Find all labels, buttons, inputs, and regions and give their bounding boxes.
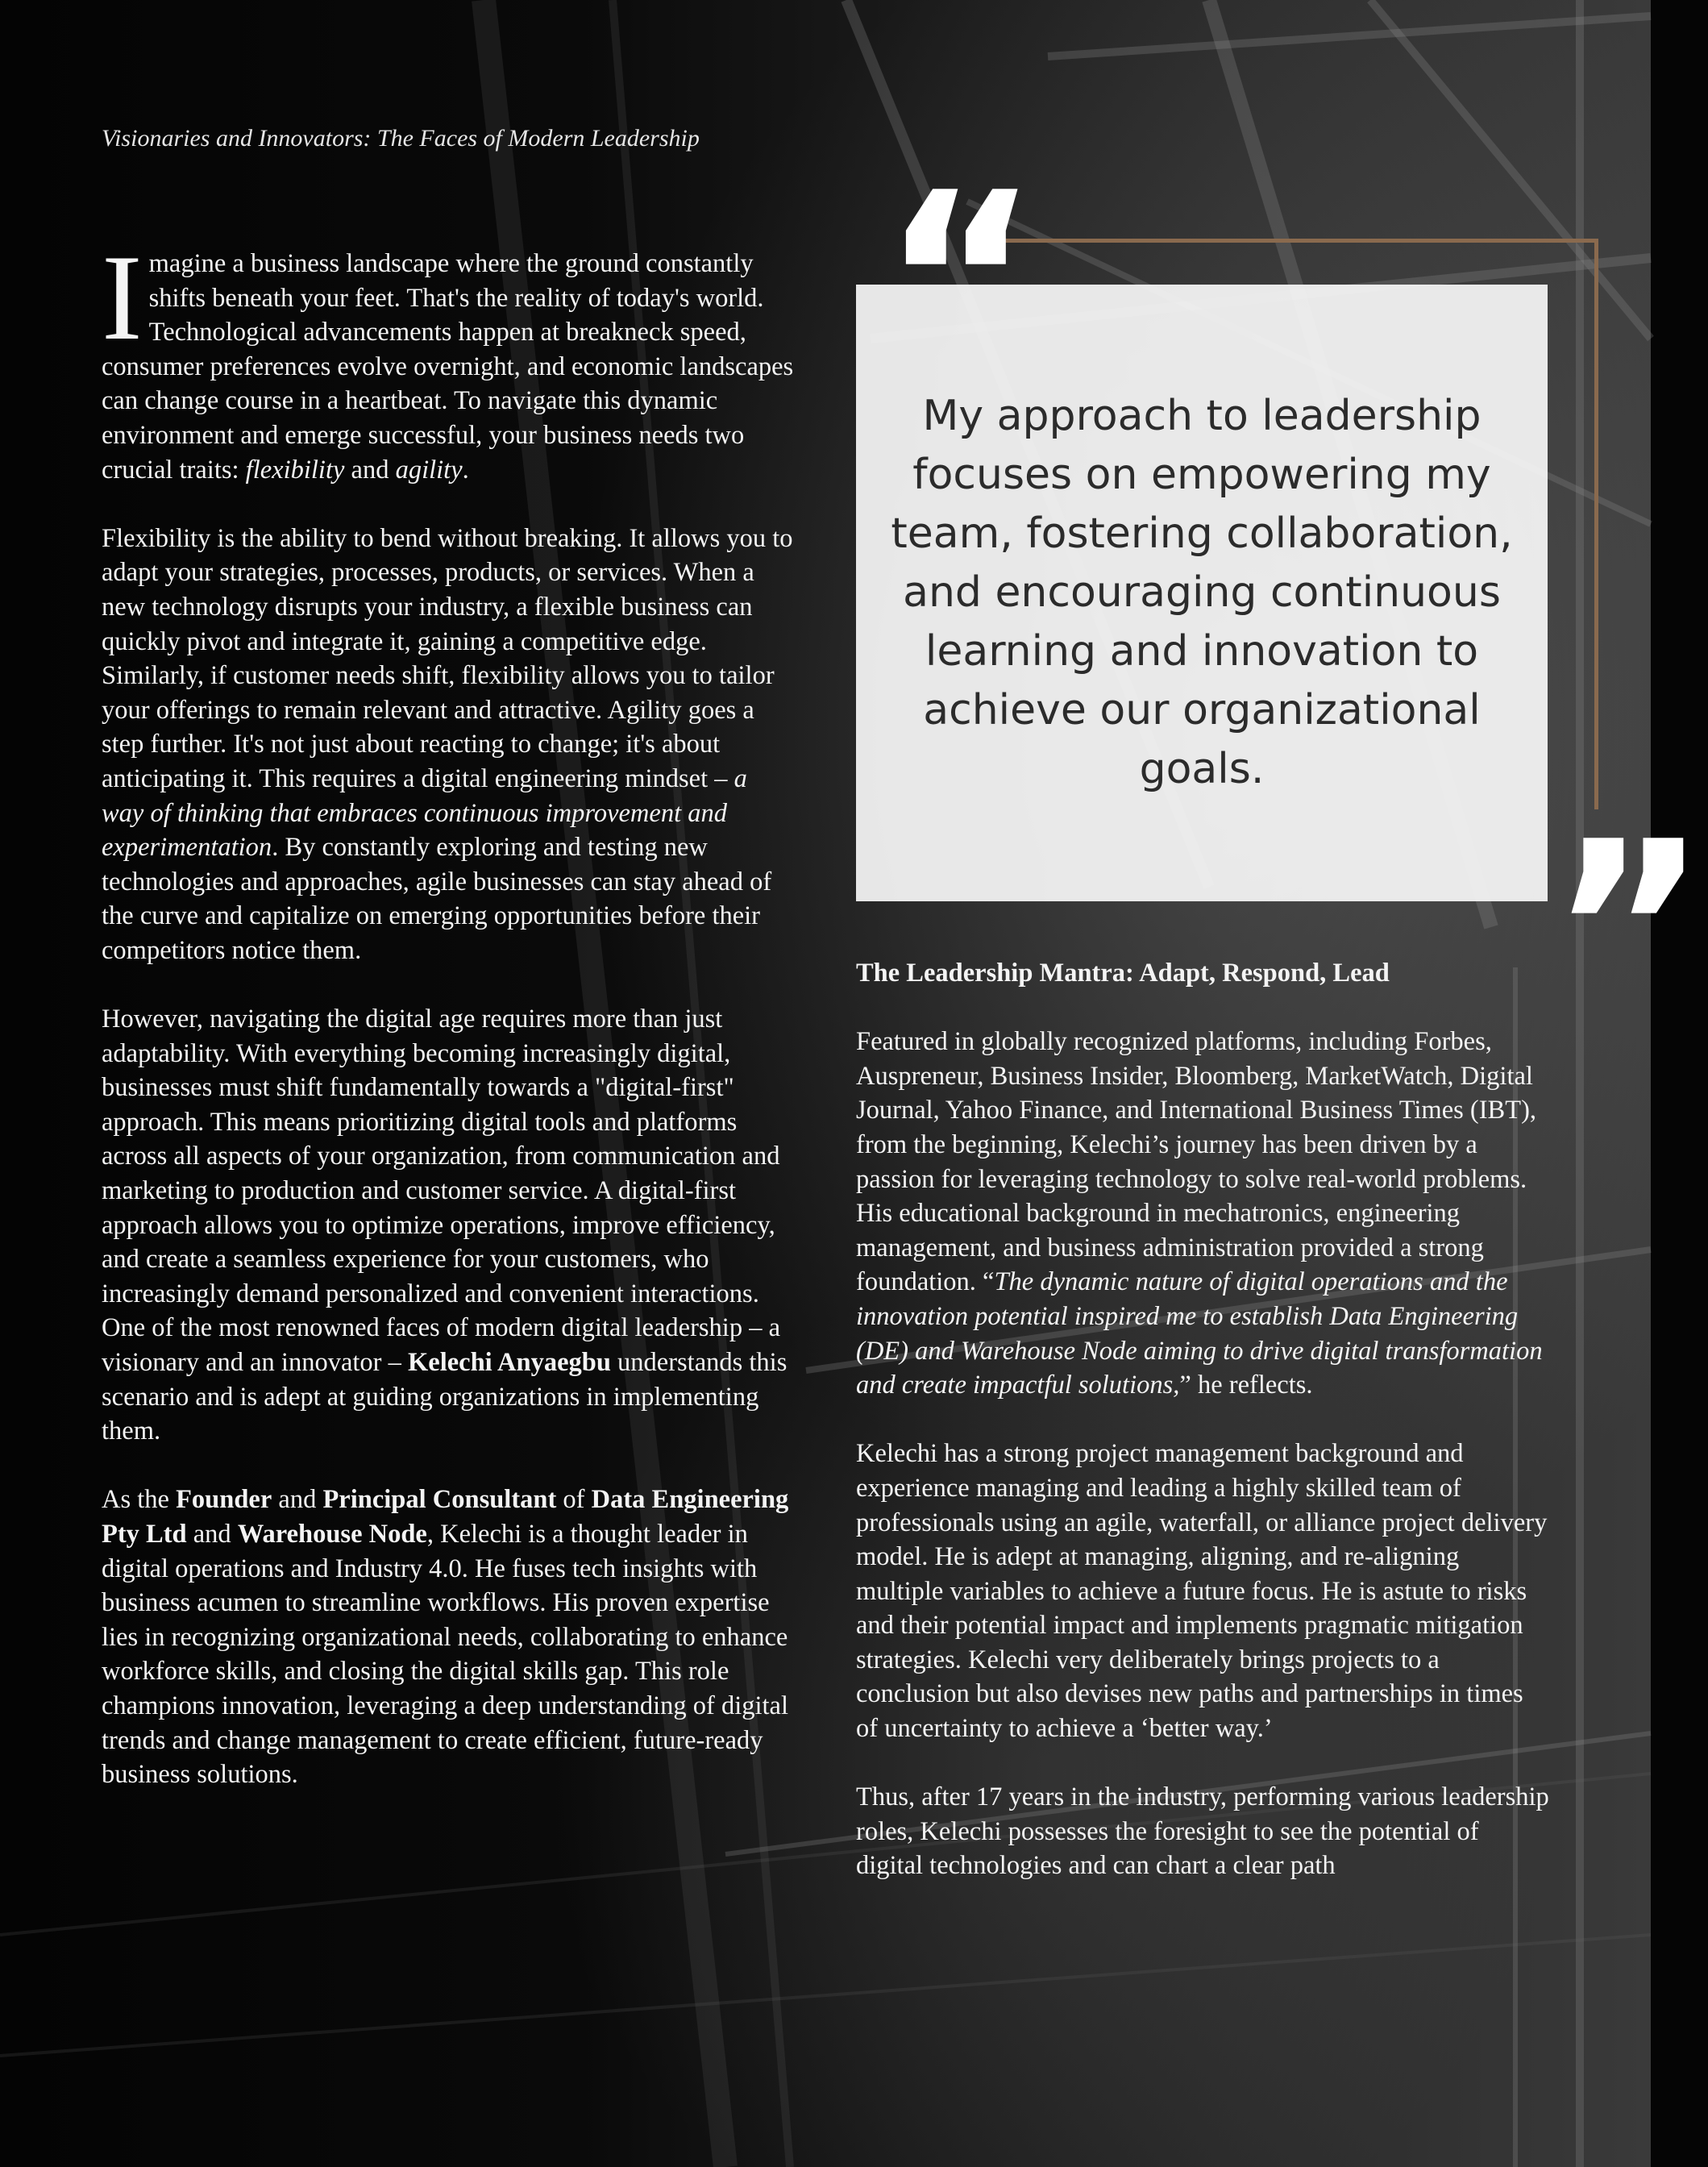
- pull-quote-text: My approach to leadership focuses on empowering my team, fostering collaboration, and encouraging continuous learning and innovation to achieve our organizational goals.: [891, 392, 1513, 793]
- section-subheading: The Leadership Mantra: Adapt, Respond, Lead: [856, 959, 1390, 988]
- emphasis-mindset: a way of thinking that embraces continuous improvement and experimentation: [102, 763, 747, 863]
- emphasis-agility: agility: [395, 455, 463, 485]
- drop-cap: I: [102, 230, 143, 365]
- founder-paragraph: As the Founder and Principal Consultant of Data Engineering Pty Ltd and Warehouse Node, Kelechi is a thought leader in digital operations and Industry 4.0. He fuses tech insights with business acumen to streamline workflows. His proven expertise lies in recognizing organizational needs, collaborating to enhance workforce skills, and closing the digital skills gap. This role champions innovation, leveraging a deep understanding of digital trends and change management to create efficient, future-ready business solutions.: [102, 1485, 789, 1790]
- right-column: [856, 956, 1549, 1918]
- open-quote-icon: “: [881, 141, 1041, 422]
- industry-years-paragraph: Thus, after 17 years in the industry, performing various leadership roles, Kelechi possesses the foresight to see the potential of digital technologies and can chart a clear path: [856, 1782, 1549, 1881]
- featured-paragraph: Featured in globally recognized platforms, including Forbes, Auspreneur, Business Insider, Bloomberg, MarketWatch, Digital Journal, Yahoo Finance, and International Business Times (IBT), from the beginning, Kelechi’s journey has been driven by a passion for leveraging technology to solve real-world problems. His educational background in mechatronics, engineering management, and business administration provided a strong foundation. “The dynamic nature of digital operations and the innovation potential inspired me to establish Data Engineering (DE) and Warehouse Node aiming to drive digital transformation and create impactful solutions,” he reflects.: [856, 1027, 1543, 1400]
- quoted-reflection: The dynamic nature of digital operations and the innovation potential inspired me to establish Data Engineering (DE) and Warehouse Node aiming to drive digital transformation and create impactful solutions,: [856, 1267, 1543, 1400]
- digital-first-paragraph: However, navigating the digital age requires more than just adaptability. With everything becoming increasingly digital, businesses must shift fundamentally towards a "digital-first" approach. This means prioritizing digital tools and platforms across all aspects of your organization, from communication and marketing to production and customer service. A digital-first approach allows you to optimize operations, improve efficiency, and create a seamless experience for your customers, who increasingly demand personalized and convenient interactions. One of the most renowned faces of modern digital leadership – a visionary and an innovator – Kelechi Anyaegbu understands this scenario and is adept at guiding organizations in implementing them.: [102, 1004, 788, 1446]
- name-kelechi: Kelechi Anyaegbu: [408, 1348, 611, 1377]
- left-column: [102, 230, 795, 1826]
- intro-paragraph: Imagine a business landscape where the ground constantly shifts beneath your feet. That's the reality of today's world. Technological advancements happen at breakneck speed, consumer preferences evolve overnight, and economic landscapes can change course in a heartbeat. To navigate this dynamic environment and emerge successful, your business needs two crucial traits: flexibility and agility.: [102, 230, 794, 485]
- project-management-paragraph: Kelechi has a strong project management background and experience managing and leading a highly skilled team of professionals using an agile, waterfall, or alliance project delivery model. He is adept at managing, aligning, and re-aligning multiple variables to achieve a future focus. He is astute to risks and their potential impact and implements pragmatic mitigation strategies. Kelechi very deliberately brings projects to a conclusion but also devises new paths and partnerships in times of uncertainty to achieve a ‘better way.’: [856, 1439, 1548, 1744]
- flexibility-paragraph: Flexibility is the ability to bend without breaking. It allows you to adapt your strategies, processes, products, or services. When a new technology disrupts your industry, a flexible business can quickly pivot and integrate it, gaining a competitive edge. Similarly, if customer needs shift, flexibility allows you to tailor your offerings to remain relevant and attractive. Agility goes a step further. It's not just about reacting to change; it's about anticipating it. This requires a digital engineering mindset – a way of thinking that embraces continuous improvement and experimentation. By constantly exploring and testing new technologies and approaches, agile businesses can stay ahead of the curve and capitalize on emerging opportunities before their competitors notice them.: [102, 523, 793, 965]
- running-head: Visionaries and Innovators: The Faces of Modern Leadership: [102, 125, 700, 152]
- emphasis-flexibility: flexibility: [245, 455, 345, 485]
- close-quote-icon: ”: [1549, 790, 1708, 1071]
